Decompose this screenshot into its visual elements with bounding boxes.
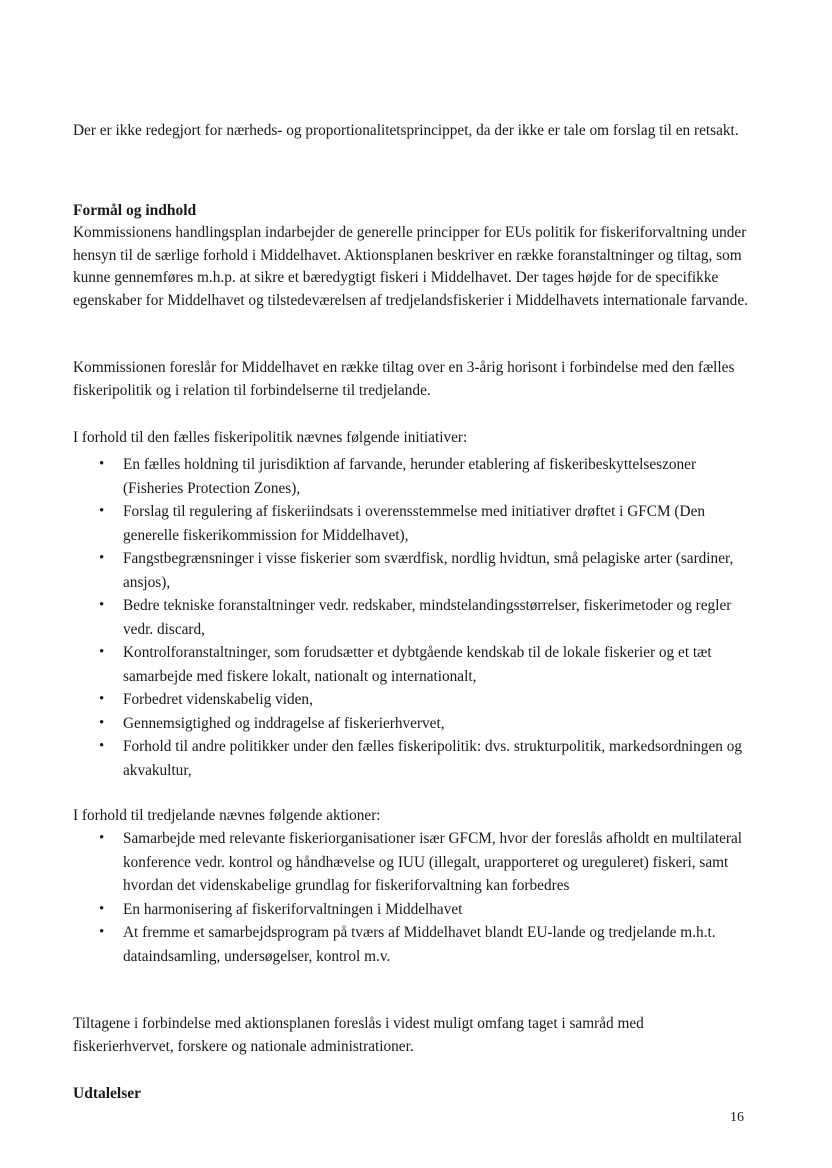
list-item-text: Kontrolforanstaltninger, som forudsætter et dybtgående kendskab til de lokale fiskerier og et tæt samarbejde med fiskere lokalt, nationalt og internationalt,	[123, 644, 712, 685]
bullet-icon: •	[99, 456, 105, 472]
list-item	[73, 641, 753, 688]
list-item	[73, 898, 753, 922]
intro-paragraph: Der er ikke redegjort for nærheds- og proportionalitetsprincippet, da der ikke er tale om forslag til en retsakt.	[73, 122, 739, 139]
list-item-text: Forslag til regulering af fiskeriindsats i overensstemmelse med initiativer drøftet i GFCM (Den generelle fiskerikommission for Middelhavet),	[123, 503, 706, 544]
closing-paragraph: Tiltagene i forbindelse med aktionsplanen foreslås i videst muligt omfang taget i samråd med fiskerierhvervet, forskere og nationale administrationer.	[73, 1015, 644, 1055]
bullet-icon: •	[99, 691, 105, 707]
bullet-icon: •	[99, 900, 105, 917]
list1-intro: I forhold til den fælles fiskeripolitik nævnes følgende initiativer:	[73, 429, 468, 446]
list-item	[73, 594, 753, 641]
list-item-text: Forbedret videnskabelig viden,	[123, 691, 313, 708]
bullet-icon: •	[99, 924, 105, 940]
list-item-text: Forhold til andre politikker under den fælles fiskeripolitik: dvs. strukturpolitik, markedsordningen og akvakultur,	[123, 738, 743, 779]
page-number: 16	[730, 1110, 744, 1125]
list-item-text: Samarbejde med relevante fiskeriorganisationer især GFCM, hvor der foreslås afholdt en multilateral konference vedr. kontrol og håndhævelse og IUU (illegalt, urapporteret og ureguleret) fiskeri, samt hvordan det videnskabelige grundlag for fiskeriforvaltning kan forbedres	[123, 830, 743, 894]
section-heading-formaal: Formål og indhold	[73, 202, 197, 219]
list-item-text: At fremme et samarbejdsprogram på tværs af Middelhavet blandt EU-lande og tredjelande m.h.t. dataindsamling, undersøgelser, kontrol m.v.	[123, 924, 716, 965]
initiatives-list	[73, 453, 753, 782]
list-item	[73, 921, 753, 968]
list-item-text: Fangstbegrænsninger i visse fiskerier som sværdfisk, nordlig hvidtun, små pelagiske arter (sardiner, ansjos),	[123, 550, 734, 591]
list-item	[73, 453, 753, 500]
list-item	[73, 688, 753, 712]
list-item	[73, 500, 753, 547]
bullet-icon: •	[99, 830, 105, 846]
section-heading-udtalelser: Udtalelser	[73, 1085, 142, 1102]
list-item	[73, 712, 753, 736]
bullet-icon: •	[99, 597, 105, 613]
list-item-text: En fælles holdning til jurisdiktion af farvande, herunder etablering af fiskeribeskyttelseszoner (Fisheries Protection Zones),	[123, 456, 697, 497]
list-item-text: Bedre tekniske foranstaltninger vedr. redskaber, mindstelandingsstørrelser, fiskerimetoder og regler vedr. discard,	[123, 597, 732, 638]
list-item	[73, 735, 753, 782]
list-item-text: En harmonisering af fiskeriforvaltningen i Middelhavet	[123, 900, 463, 918]
list-item-text: Gennemsigtighed og inddragelse af fiskerierhvervet,	[123, 714, 445, 732]
list2-intro: I forhold til tredjelande nævnes følgende aktioner:	[73, 807, 381, 824]
bullet-icon: •	[99, 738, 105, 754]
bullet-icon: •	[99, 714, 105, 731]
bullet-icon: •	[99, 550, 105, 566]
list-item	[73, 547, 753, 594]
actions-list	[73, 827, 753, 968]
list-item	[73, 827, 753, 898]
section1-paragraph1: Kommissionens handlingsplan indarbejder de generelle principper for EUs politik for fiskeriforvaltning under hensyn til de særlige forhold i Middelhavet. Aktionsplanen beskriver en række foranstaltninger og tiltag, som kunne gennemføres m.h.p. at sikre et bæredygtigt fiskeri i Middelhavet. Der tages højde for de specifikke egenskaber for Middelhavet og tilstedeværelsen af tredjelandsfiskerier i Middelhavets internationale farvande.	[73, 224, 748, 309]
bullet-icon: •	[99, 503, 105, 519]
section1-paragraph2: Kommissionen foreslår for Middelhavet en række tiltag over en 3-årig horisont i forbindelse med den fælles fiskeripolitik og i relation til forbindelserne til tredjelande.	[73, 359, 735, 399]
bullet-icon: •	[99, 644, 105, 660]
